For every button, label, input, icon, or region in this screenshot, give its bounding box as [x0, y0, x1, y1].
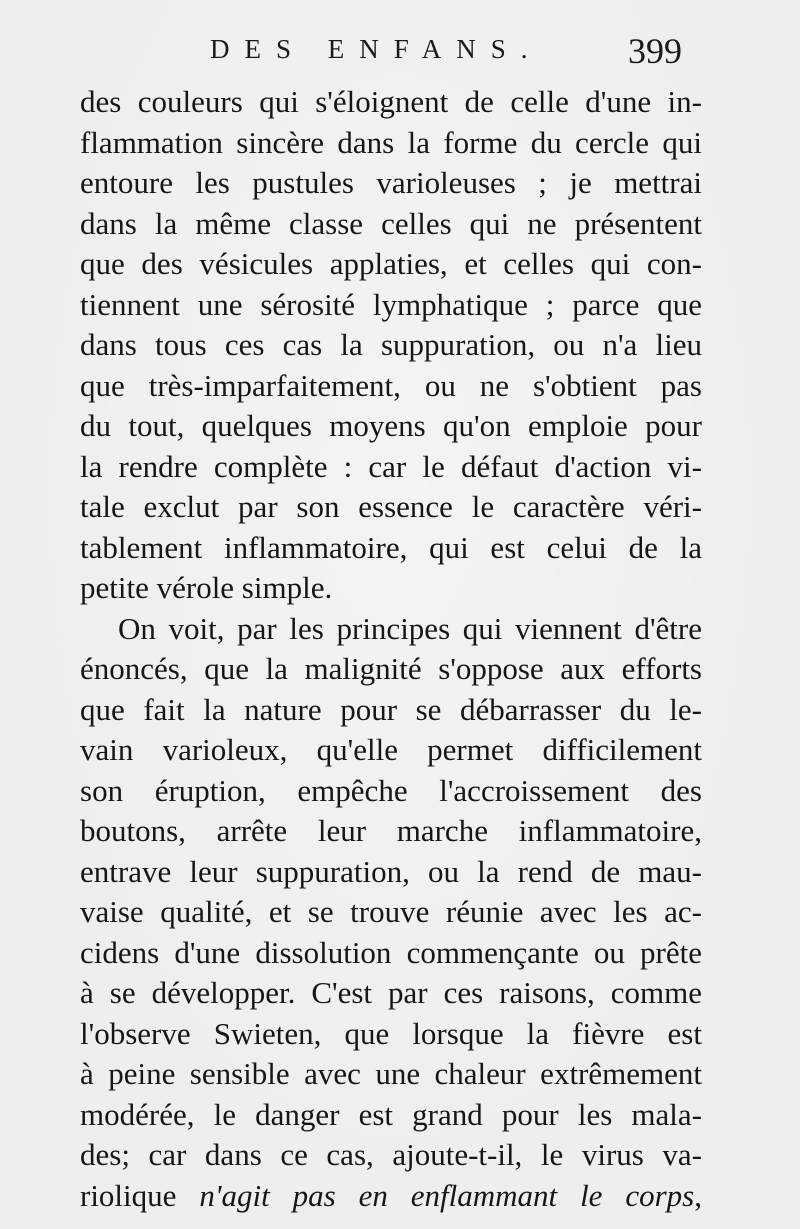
text-line: que fait la nature pour se débarrasser du le-: [80, 691, 702, 727]
text-line: énoncés, que la malignité s'oppose aux efforts: [80, 651, 702, 686]
body-text: [80, 82, 702, 1216]
text-line: tablement inflammatoire, qui est celui de la: [80, 529, 702, 565]
final-line-italic: n'agit pas en enflammant le corps: [199, 1177, 695, 1213]
text-line: cidens d'une dissolution commençante ou prête: [80, 934, 702, 970]
text-line: entrave leur suppuration, ou la rend de mau-: [80, 853, 702, 889]
text-line: que des vésicules applaties, et celles qui con-: [80, 246, 702, 281]
text-line: tale exclut par son essence le caractère véri-: [80, 489, 702, 524]
text-line: modérée, le danger est grand pour les mala-: [80, 1096, 702, 1132]
text-line: à se développer. C'est par ces raisons, comme: [80, 975, 702, 1010]
paragraph-end-line: petite vérole simple.: [80, 570, 333, 605]
text-line: son éruption, empêche l'accroissement des: [80, 772, 702, 808]
text-line: l'observe Swieten, que lorsque la fièvre est: [80, 1015, 702, 1051]
text-line: tiennent une sérosité lymphatique ; parce que: [80, 286, 702, 322]
running-title: DES ENFANS.: [210, 34, 543, 64]
text-line: dans la même classe celles qui ne présentent: [80, 205, 702, 241]
text-line: boutons, arrête leur marche inflammatoire,: [80, 813, 702, 848]
text-line: vaise qualité, et se trouve réunie avec les ac-: [80, 894, 702, 929]
text-line: la rendre complète : car le défaut d'action vi-: [80, 448, 702, 484]
text-line: que très-imparfaitement, ou ne s'obtient pas: [80, 367, 702, 403]
text-line: des couleurs qui s'éloignent de celle d'une in-: [80, 84, 702, 119]
text-line: vain varioleux, qu'elle permet difficilement: [80, 732, 702, 767]
page-number: 399: [628, 31, 682, 71]
text-line: flammation sincère dans la forme du cercle qui: [80, 124, 702, 160]
text-line: dans tous ces cas la suppuration, ou n'a lieu: [80, 327, 702, 362]
page-header: [0, 30, 800, 80]
text-line: à peine sensible avec une chaleur extrêmement: [80, 1056, 702, 1091]
final-line-trail: ,: [694, 1177, 703, 1213]
text-line: des; car dans ce cas, ajoute-t-il, le virus va-: [80, 1137, 702, 1172]
text-line: du tout, quelques moyens qu'on emploie pour: [80, 408, 702, 443]
text-line: entoure les pustules varioleuses ; je mettrai: [80, 165, 702, 200]
final-text-line: [80, 1176, 702, 1217]
paragraph-start-line: On voit, par les principes qui viennent d'être: [118, 610, 702, 646]
final-line-roman: riolique: [80, 1177, 200, 1213]
